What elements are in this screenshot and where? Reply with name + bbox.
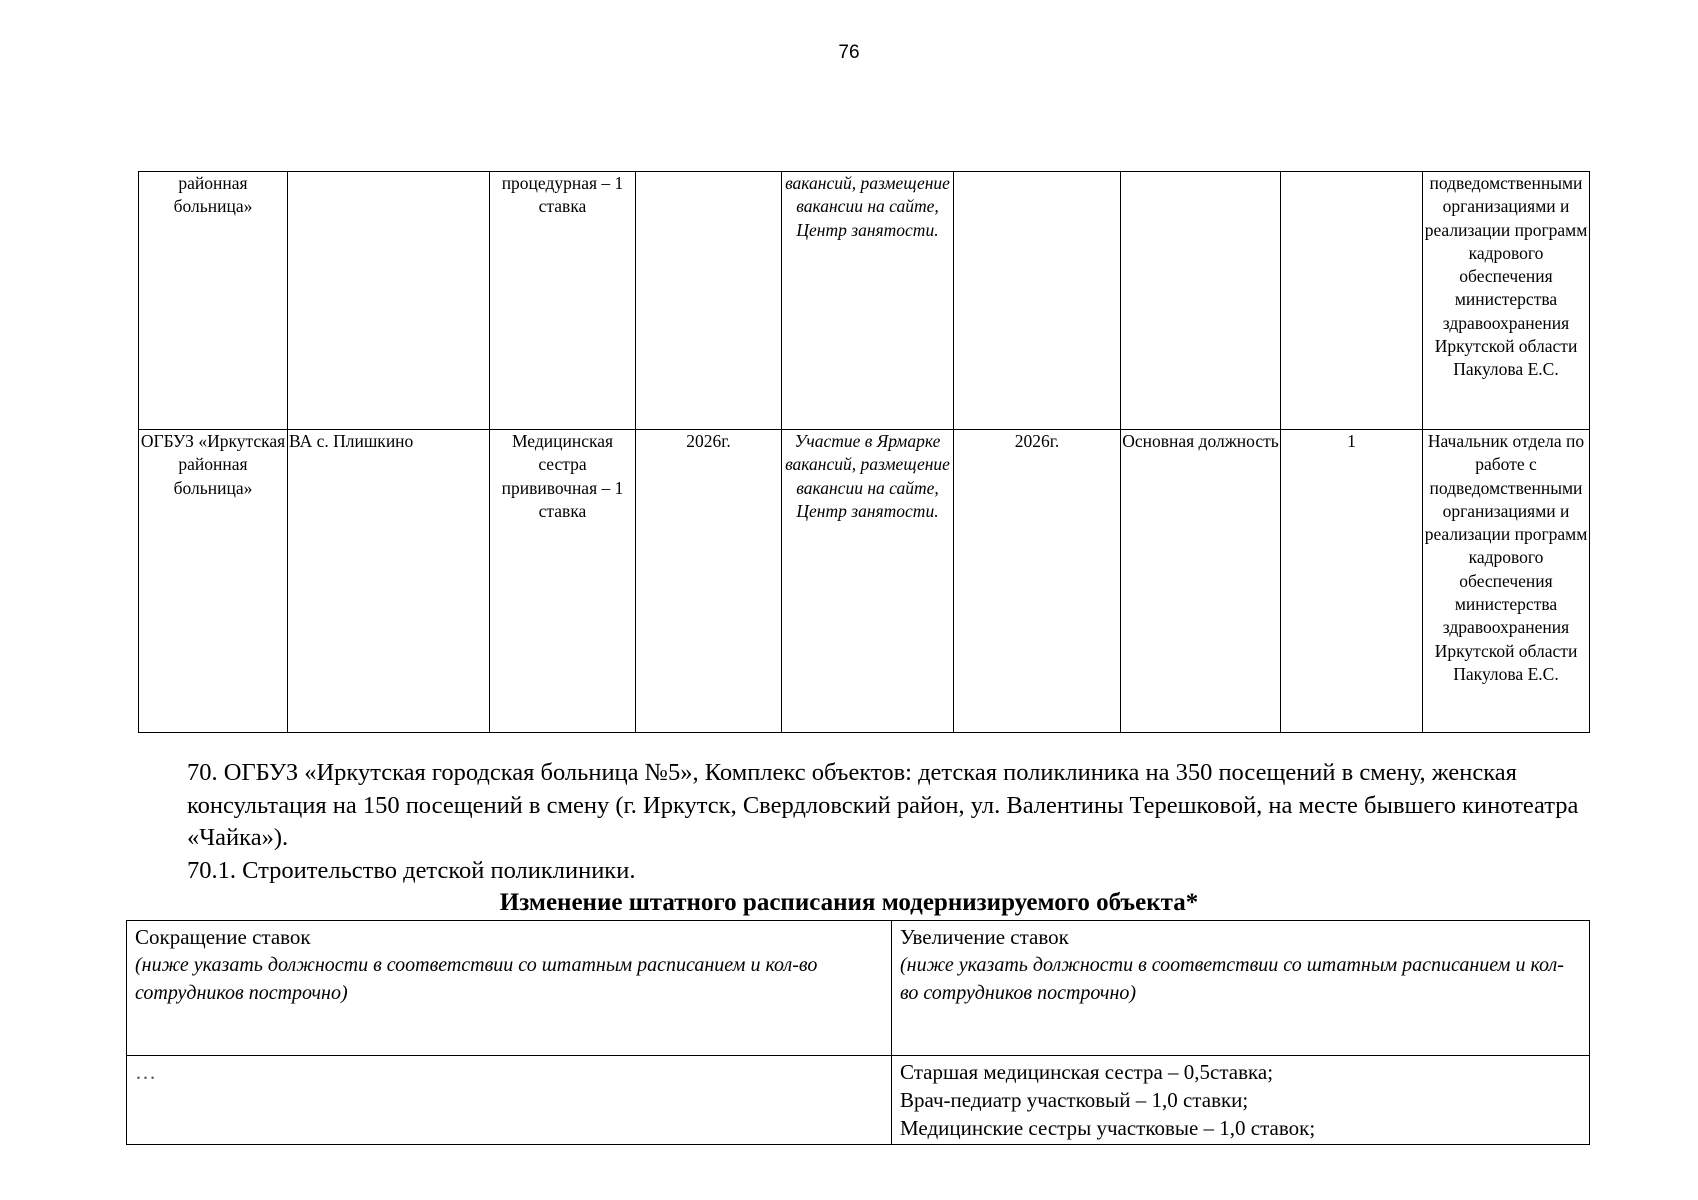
reduction-header-note: (ниже указать должности в соответствии со штатным расписанием и кол-во сотрудников построчно) (135, 954, 818, 1004)
year-cell (636, 172, 782, 430)
staff-table-title: Изменение штатного расписания модернизируемого объекта* (499, 889, 1199, 916)
place-cell: ВА с. Плишкино (288, 430, 490, 733)
object-description (187, 757, 1587, 887)
increase-item: Врач-педиатр участковый – 1,0 ставки; (900, 1088, 1249, 1112)
table-header-row (127, 921, 1590, 1056)
responsible-cell: Начальник отдела по работе с подведомственными организациями и реализации программ кадрового обеспечения министерства здравоохранения Иркутской области Пакулова Е.С. (1423, 430, 1590, 733)
count-cell: 1 (1281, 430, 1423, 733)
staff-change-table (126, 920, 1590, 1145)
place-cell (288, 172, 490, 430)
increase-header-note: (ниже указать должности в соответствии со штатным расписанием и кол-во сотрудников построчно) (900, 954, 1564, 1004)
year2-cell: 2026г. (954, 430, 1121, 733)
year2-cell (954, 172, 1121, 430)
type-cell (1121, 172, 1281, 430)
increase-cell (892, 1056, 1590, 1145)
position-cell: Медицинская сестра прививочная – 1 ставка (490, 430, 636, 733)
position-cell: процедурная – 1 ставка (490, 172, 636, 430)
increase-header-label: Увеличение ставок (900, 925, 1069, 949)
increase-header (892, 921, 1590, 1056)
type-cell: Основная должность (1121, 430, 1281, 733)
reduction-cell (127, 1056, 892, 1145)
org-cell: районная больница» (139, 172, 288, 430)
table-row (139, 172, 1590, 430)
increase-item: Старшая медицинская сестра – 0,5ставка; (900, 1060, 1274, 1084)
page-number: 76 (838, 42, 860, 63)
reduction-header (127, 921, 892, 1056)
responsible-cell: подведомственными организациями и реализации программ кадрового обеспечения министерства здравоохранения Иркутской области Пакулова Е.С. (1423, 172, 1590, 430)
increase-item: Медицинские сестры участковые – 1,0 ставок; (900, 1116, 1316, 1140)
org-cell: ОГБУЗ «Иркутская районная больница» (139, 430, 288, 733)
measures-cell: Участие в Ярмарке вакансий, размещение вакансии на сайте, Центр занятости. (782, 430, 954, 733)
object-paragraph: 70. ОГБУЗ «Иркутская городская больница №5», Комплекс объектов: детская поликлиника на 350 посещений в смену, женская консультация на 150 посещений в смену (г. Иркутск, Свердловский район, ул. Валентины Терешковой, на месте бывшего кинотеатра «Чайка»). (187, 759, 1579, 851)
count-cell (1281, 172, 1423, 430)
year-cell: 2026г. (636, 430, 782, 733)
subitem-paragraph: 70.1. Строительство детской поликлиники. (187, 856, 636, 884)
reduction-header-label: Сокращение ставок (135, 925, 311, 949)
table-row (139, 430, 1590, 733)
measures-cell: вакансий, размещение вакансии на сайте, Центр занятости. (782, 172, 954, 430)
reduction-value: … (135, 1060, 156, 1084)
table-row (127, 1056, 1590, 1145)
vacancy-table (138, 171, 1590, 733)
